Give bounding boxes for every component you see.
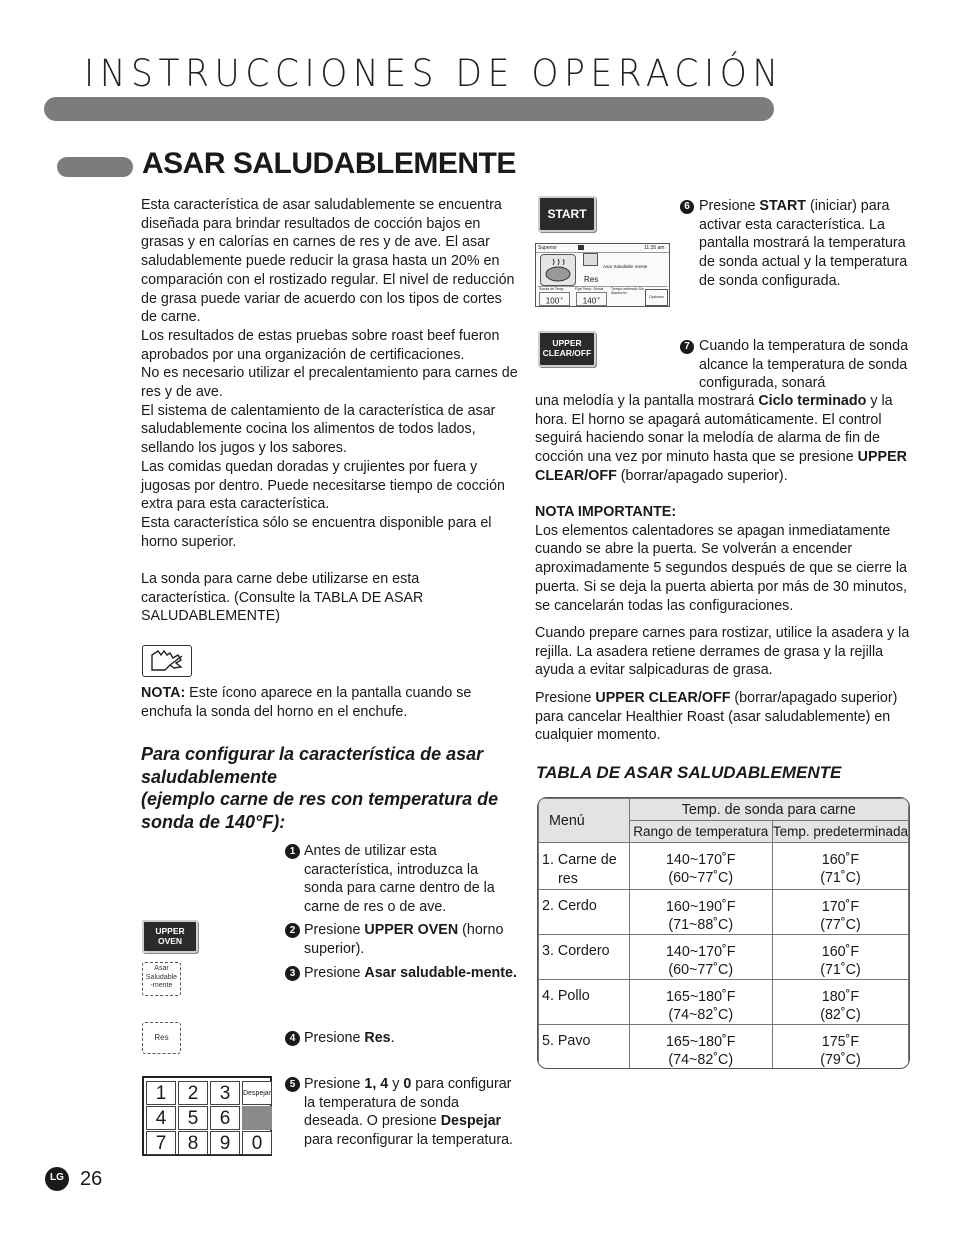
nota-label: NOTA:	[141, 685, 186, 701]
table-row	[539, 980, 909, 1025]
step-7-text-a: Cuando la temperatura de sonda alcance la temperatura de sonda configurada, sonará	[699, 338, 909, 392]
step-number: 1	[285, 844, 300, 859]
current-probe-temp: $100^{^\circ F}$	[539, 292, 570, 306]
step-3	[285, 964, 517, 983]
table-header-rango: Rango de temperatura	[629, 821, 772, 843]
key-1[interactable]: 1	[146, 1081, 176, 1105]
screen-col-label: Fijar Temp. Sonda	[575, 287, 604, 291]
step-number: 3	[285, 966, 300, 981]
rostizar-text: Cuando prepare carnes para rostizar, utilice la asadera y la rejilla. La asadera retiene derrames de grasa y la rejilla ayuda a evitar salpicaduras de grasa.	[535, 625, 910, 679]
page-header-title: INSTRUCCIONES DE OPERACIÓN	[84, 52, 784, 95]
step-1	[285, 842, 517, 917]
table-row	[539, 1025, 909, 1070]
header-bar	[44, 97, 774, 121]
intro-paragraph: Esta característica sólo se encuentra disponible para el horno superior.	[141, 514, 492, 550]
step-number: 5	[285, 1077, 300, 1092]
options-button[interactable]: Opciones	[645, 289, 668, 306]
key-9[interactable]: 9	[210, 1131, 240, 1155]
upper-oven-button[interactable]: UPPER OVEN	[142, 920, 198, 953]
key-7[interactable]: 7	[146, 1131, 176, 1155]
table-row	[539, 843, 909, 890]
step-4	[285, 1029, 517, 1048]
page-number: 26	[80, 1168, 103, 1190]
config-heading-line: Para configurar la característica de asar saludablemente	[141, 744, 484, 787]
nota-body: Este ícono aparece en la pantalla cuando se enchufa la sonda del horno en el enchufe.	[141, 685, 472, 720]
intro-paragraph: No es necesario utilizar el precalentamiento para carnes de res y de ave.	[141, 365, 518, 401]
number-keypad	[142, 1076, 272, 1156]
screen-col-label: Sonda de Temp.	[539, 287, 565, 291]
table-cell-pred: 160˚F (71˚C)	[772, 935, 908, 980]
display-screen	[535, 243, 670, 307]
step-text: Presione 1, 4 y 0 para configurar la temperatura de sonda deseada. O presione Despejar para reconfigurar la temperatura.	[304, 1076, 514, 1149]
step-text: Presione UPPER OVEN (horno superior).	[304, 922, 504, 957]
key-8[interactable]: 8	[178, 1131, 208, 1155]
table-row	[539, 890, 909, 935]
table-header-menu: Menú	[539, 799, 630, 843]
table-cell-menu: 3. Cordero	[539, 935, 630, 980]
section-title: ASAR SALUDABLEMENTE	[142, 147, 516, 180]
intro-paragraph: Esta característica de asar saludablemente se encuentra diseñada para brindar resultados de cocción bajos en grasas y en calorías en carnes de res y de ave. El asar saludablemente puede reducir la grasa hasta un 20% en comparación con el rostizado regular. El nivel de reducción de grasa puede variar de acuerdo con los tipos de cortes de carne.	[141, 197, 515, 326]
table-cell-menu: 4. Pollo	[539, 980, 630, 1025]
table-cell-pred: 170˚F (77˚C)	[772, 890, 908, 935]
section-pill	[57, 157, 133, 177]
nota-text	[141, 684, 516, 721]
key-5[interactable]: 5	[178, 1106, 208, 1130]
table-cell-pred: 180˚F (82˚C)	[772, 980, 908, 1025]
screen-meat: Res	[584, 275, 599, 284]
step-6-number: 6	[680, 200, 694, 214]
table-cell-rango: 165~180˚F (74~82˚C)	[629, 1025, 772, 1070]
step-7-text-b: una melodía y la pantalla mostrará Ciclo terminado y la hora. El horno se apagará automáticamente. El control seguirá haciendo sonar la melodía de alarma de fin de cocción una vez por minuto hasta que se presione UPPER CLEAR/OFF (borrar/apagado superior).	[535, 393, 907, 484]
step-6-text: Presione START (iniciar) para activar esta característica. La pantalla mostrará la temperatura de sonda actual y la temperatura de sonda configurada.	[699, 198, 908, 289]
intro-paragraph: El sistema de calentamiento de la característica de asar saludablemente cocina los alimentos de todos lados, sellando los jugos y los sabores.	[141, 402, 496, 457]
table-header-pred: Temp. predeterminada	[772, 821, 908, 843]
set-probe-temp: $140^{^\circ F}$	[576, 292, 607, 306]
res-button[interactable]: Res	[142, 1022, 181, 1054]
step-text: Antes de utilizar esta característica, introduzca la sonda para carne dentro de la carne de res o de ave.	[304, 843, 495, 916]
screen-time: 11:35 am	[644, 245, 665, 251]
screen-mode: Asar Saludable mente	[603, 264, 648, 269]
table-cell-rango: 140~170˚F (60~77˚C)	[629, 935, 772, 980]
intro-text	[141, 196, 519, 551]
probe-note: La sonda para carne debe utilizarse en esta característica. (Consulte la TABLA DE ASAR SALUDABLEMENTE)	[141, 571, 424, 625]
key-6[interactable]: 6	[210, 1106, 240, 1130]
config-heading	[141, 743, 521, 833]
nota-importante-title: NOTA IMPORTANTE:	[535, 504, 677, 520]
step-2	[285, 921, 517, 958]
intro-paragraph: Los resultados de estas pruebas sobre roast beef fueron aprobados por una organización de certificaciones.	[141, 327, 500, 363]
step-number: 2	[285, 923, 300, 938]
table-header-temp: Temp. de sonda para carne	[629, 799, 908, 821]
blank-key	[242, 1106, 272, 1130]
table-cell-menu: 5. Pavo	[539, 1025, 630, 1070]
step-text: Presione Res.	[304, 1030, 395, 1046]
key-2[interactable]: 2	[178, 1081, 208, 1105]
step-5	[285, 1075, 517, 1150]
config-heading-line: (ejemplo carne de res con temperatura de sonda de 140°F):	[141, 789, 499, 832]
table-cell-pred: 160˚F (71˚C)	[772, 843, 908, 890]
probe-status-icon	[578, 245, 584, 250]
upper-clear-off-button[interactable]: UPPER CLEAR/OFF	[538, 331, 596, 367]
meat-probe-icon	[142, 645, 192, 677]
step-number: 4	[285, 1031, 300, 1046]
step-text: Presione Asar saludable-mente.	[304, 965, 517, 981]
screen-col-label: Tiempo estimado Sin Alarma fin	[611, 287, 644, 295]
table-cell-menu: 2. Cerdo	[539, 890, 630, 935]
table-cell-rango: 140~170˚F (60~77˚C)	[629, 843, 772, 890]
table-heading: TABLA DE ASAR SALUDABLEMENTE	[536, 763, 842, 782]
table-cell-rango: 160~190˚F (71~88˚C)	[629, 890, 772, 935]
roast-icon	[540, 254, 576, 286]
table-row	[539, 935, 909, 980]
key-3[interactable]: 3	[210, 1081, 240, 1105]
table-cell-pred: 175˚F (79˚C)	[772, 1025, 908, 1070]
nota-importante-text: Los elementos calentadores se apagan inmediatamente cuando se abre la puerta. Se volverán a encender aproximadamente 5 segundos después de que se cierre la puerta. Si se deja la puerta abierta por más de 30 minutos, se cancelarán todas las configuraciones.	[535, 522, 907, 614]
table-cell-menu: 1. Carne de res	[539, 843, 630, 890]
asar-saludable-button[interactable]: Asar Saludable -mente	[142, 962, 181, 996]
mode-icon	[583, 253, 598, 266]
roast-table	[537, 797, 910, 1069]
key-0[interactable]: 0	[242, 1131, 272, 1155]
nota-importante	[535, 503, 910, 615]
table-cell-rango: 165~180˚F (74~82˚C)	[629, 980, 772, 1025]
step-7-number: 7	[680, 340, 694, 354]
cancel-text: Presione UPPER CLEAR/OFF (borrar/apagado superior) para cancelar Healthier Roast (asar saludablemente) en cualquier momento.	[535, 690, 898, 744]
start-button[interactable]: START	[538, 196, 596, 232]
screen-oven-label: Superior	[538, 245, 557, 251]
intro-paragraph: Las comidas quedan doradas y crujientes por fuera y jugosas por dentro. Puede necesitarse tiempo de cocción extra para esta característica.	[141, 458, 505, 513]
key-4[interactable]: 4	[146, 1106, 176, 1130]
lg-logo: LG	[45, 1167, 69, 1191]
despejar-key[interactable]: Despejar	[242, 1081, 272, 1105]
